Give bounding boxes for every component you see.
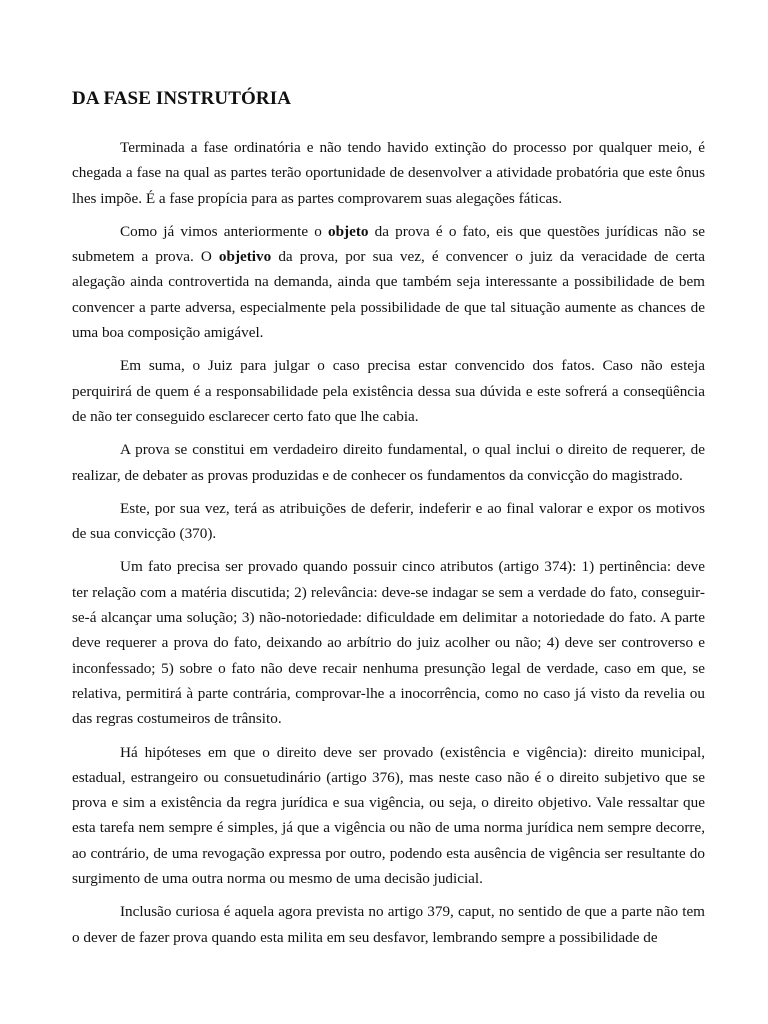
- paragraph-5: Este, por sua vez, terá as atribuições de deferir, indeferir e ao final valorar e expor os motivos de sua convicção (370).: [72, 499, 705, 543]
- page-title: DA FASE INSTRUTÓRIA: [72, 88, 292, 109]
- paragraph-2-text-c: da prova é o fato, eis que questões jurídicas não se submetem a prova. O: [72, 222, 705, 266]
- document-page: [72, 0, 705, 958]
- document-body: [72, 135, 705, 950]
- paragraph-2: [72, 219, 705, 345]
- paragraph-3: Em suma, o Juiz para julgar o caso precisa estar convencido dos fatos. Caso não esteja perquirirá de quem é a responsabilidade pela existência dessa sua dúvida e este sofrerá a conseqüência de não ter conseguido esclarecer certo fato que lhe cabia.: [72, 357, 705, 425]
- paragraph-2-text-a: Como já vimos anteriormente o: [120, 222, 328, 240]
- bold-term-objetivo: objetivo: [218, 248, 272, 266]
- paragraph-8: Inclusão curiosa é aquela agora prevista no artigo 379, caput, no sentido de que a parte não tem o dever de fazer prova quando esta milita em seu desfavor, lembrando sempre a possibilidade de: [72, 903, 705, 946]
- bold-term-objeto: objeto: [328, 222, 369, 240]
- paragraph-7: Há hipóteses em que o direito deve ser provado (existência e vigência): direito municipal, estadual, estrangeiro ou consuetudinário (artigo 376), mas neste caso não é o direito subjetivo que se prova e sim a existência da regra jurídica e sua vigência, ou seja, o direito objetivo. Vale ressaltar que esta tarefa nem sempre é simples, já que a vigência ou não de uma norma jurídica nem sempre decorre, ao contrário, de uma revogação expressa por outro, podendo esta ausência de vigência ser resultante do surgimento de uma outra norma ou mesmo de uma decisão judicial.: [72, 743, 705, 888]
- paragraph-2-text-e: da prova, por sua vez, é convencer o juiz da veracidade de certa alegação ainda controvertida na demanda, ainda que também seja interessante a possibilidade de bem convencer a parte adversa, especialmente pela possibilidade de que tal situação aumente as chances de uma boa composição amigável.: [72, 248, 705, 342]
- paragraph-1: Terminada a fase ordinatória e não tendo havido extinção do processo por qualquer meio, é chegada a fase na qual as partes terão oportunidade de desenvolver a atividade probatória que este ônus lhes impõe. É a fase propícia para as partes comprovarem suas alegações fáticas.: [72, 139, 705, 207]
- paragraph-6: Um fato precisa ser provado quando possuir cinco atributos (artigo 374): 1) pertinência: deve ter relação com a matéria discutida; 2) relevância: deve-se indagar se sem a verdade do fato, conseguir-se-á alcançar uma solução; 3) não-notoriedade: dificuldade em delimitar a notoriedade do fato. A parte deve requerer a prova do fato, deixando ao arbítrio do juiz acolher ou não; 4) deve ser controverso e inconfessado; 5) sobre o fato não deve recair nenhuma presunção legal de verdade, caso em que, se relativa, permitirá à parte contrária, comprovar-lhe a inocorrência, como no caso já visto da revelia ou das regras costumeiros de trânsito.: [72, 558, 705, 728]
- paragraph-4: A prova se constitui em verdadeiro direito fundamental, o qual inclui o direito de requerer, de realizar, de debater as provas produzidas e de conhecer os fundamentos da convicção do magistrado.: [72, 441, 705, 484]
